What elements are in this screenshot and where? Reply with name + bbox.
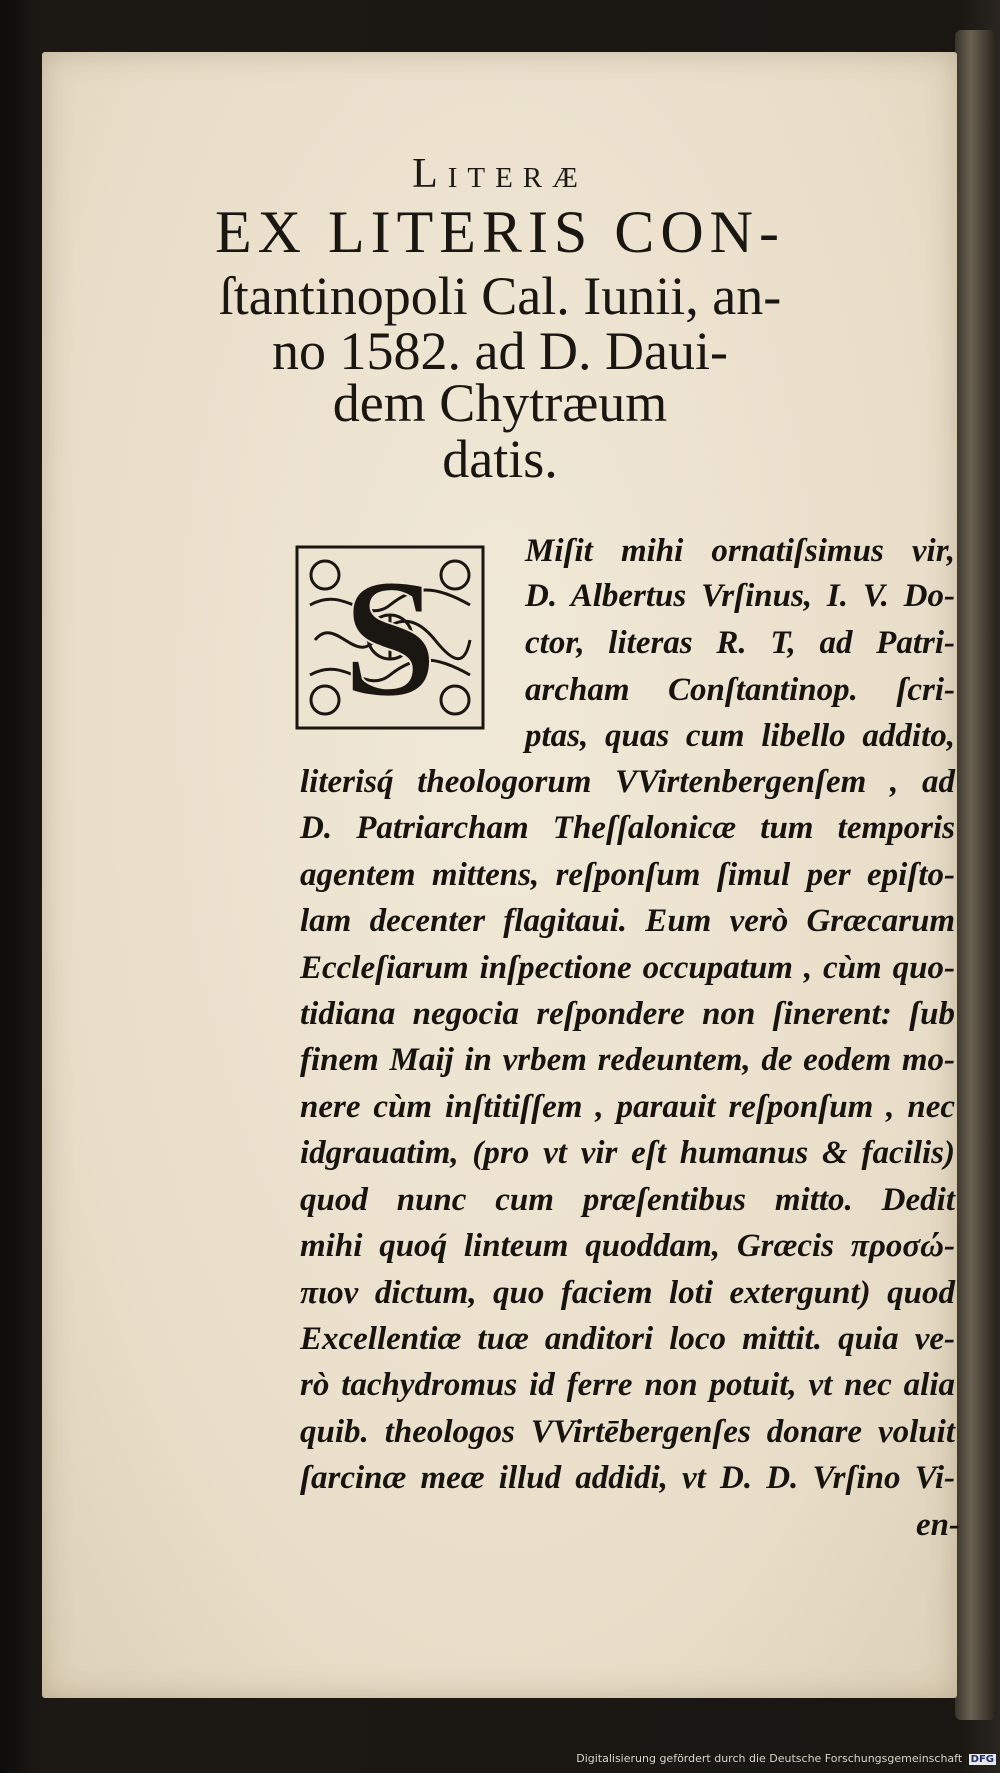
body-line-3: ctor, literas R. T, ad Patri- (525, 625, 955, 661)
catchword: en- (916, 1507, 960, 1543)
body-line-20: quib. theologos VVirtēbergenſes donare voluit (300, 1414, 955, 1450)
body-line-13: nere cùm inſtitiſſem , parauit reſponſum , nec (300, 1089, 955, 1125)
body-line-19: rò tachydromus id ferre non potuit, vt nec alia (300, 1367, 955, 1403)
footer-text: Digitalisierung gefördert durch die Deutsche Forschungsgemeinschaft (576, 1752, 963, 1765)
running-head: Literæ (412, 151, 588, 197)
body-line-7: D. Patriarcham Theſſalonicæ tum temporis (300, 810, 955, 846)
initial-letter: S (342, 545, 438, 730)
decorated-initial-s (295, 545, 485, 730)
body-line-8: agentem mittens, reſponſum ſimul per epiſto- (300, 857, 955, 893)
body-line-9: lam decenter flagitaui. Eum verò Græcarum (300, 903, 955, 939)
body-line-2: D. Albertus Vrſinus, I. V. Do- (525, 578, 955, 614)
body-line-11: tidiana negocia reſpondere non ſinerent: ſub (300, 996, 955, 1032)
title-line-2: ſtantinopoli Cal. Iunii, an- (218, 266, 782, 326)
body-line-17: πιον dictum, quo faciem loti extergunt) quod (300, 1275, 955, 1311)
body-line-12: finem Maij in vrbem redeuntem, de eodem mo- (300, 1042, 955, 1078)
body-line-1: Miſit mihi ornatiſsimus vir, (525, 533, 955, 569)
title-line-4: dem Chytræum (332, 373, 668, 433)
title-line-3: no 1582. ad D. Daui- (272, 321, 728, 381)
body-line-6: literisq́ theologorum VVirtenbergenſem , ad (300, 764, 955, 800)
body-line-14: idgrauatim, (pro vt vir eſt humanus & facilis) (300, 1135, 955, 1171)
body-line-4: archam Conſtantinop. ſcri- (525, 672, 955, 708)
title-line-1: EX LITERIS CON- (215, 199, 785, 265)
dfg-logo: DFG (970, 1754, 994, 1765)
digitization-footer (0, 1752, 996, 1765)
body-line-15: quod nunc cum præſentibus mitto. Dedit (300, 1182, 955, 1218)
body-line-18: Excellentiæ tuæ anditori loco mittit. quia ve- (300, 1321, 955, 1357)
title-line-5: datis. (442, 429, 558, 489)
body-line-10: Eccleſiarum inſpectione occupatum , cùm quo- (300, 950, 955, 986)
body-line-21: ſarcinæ meæ illud addidi, vt D. D. Vrſino Vi- (300, 1460, 955, 1496)
body-line-5: ptas, quas cum libello addito, (525, 718, 955, 754)
body-line-16: mihi quoq́ linteum quoddam, Græcis προσώ- (300, 1228, 955, 1264)
